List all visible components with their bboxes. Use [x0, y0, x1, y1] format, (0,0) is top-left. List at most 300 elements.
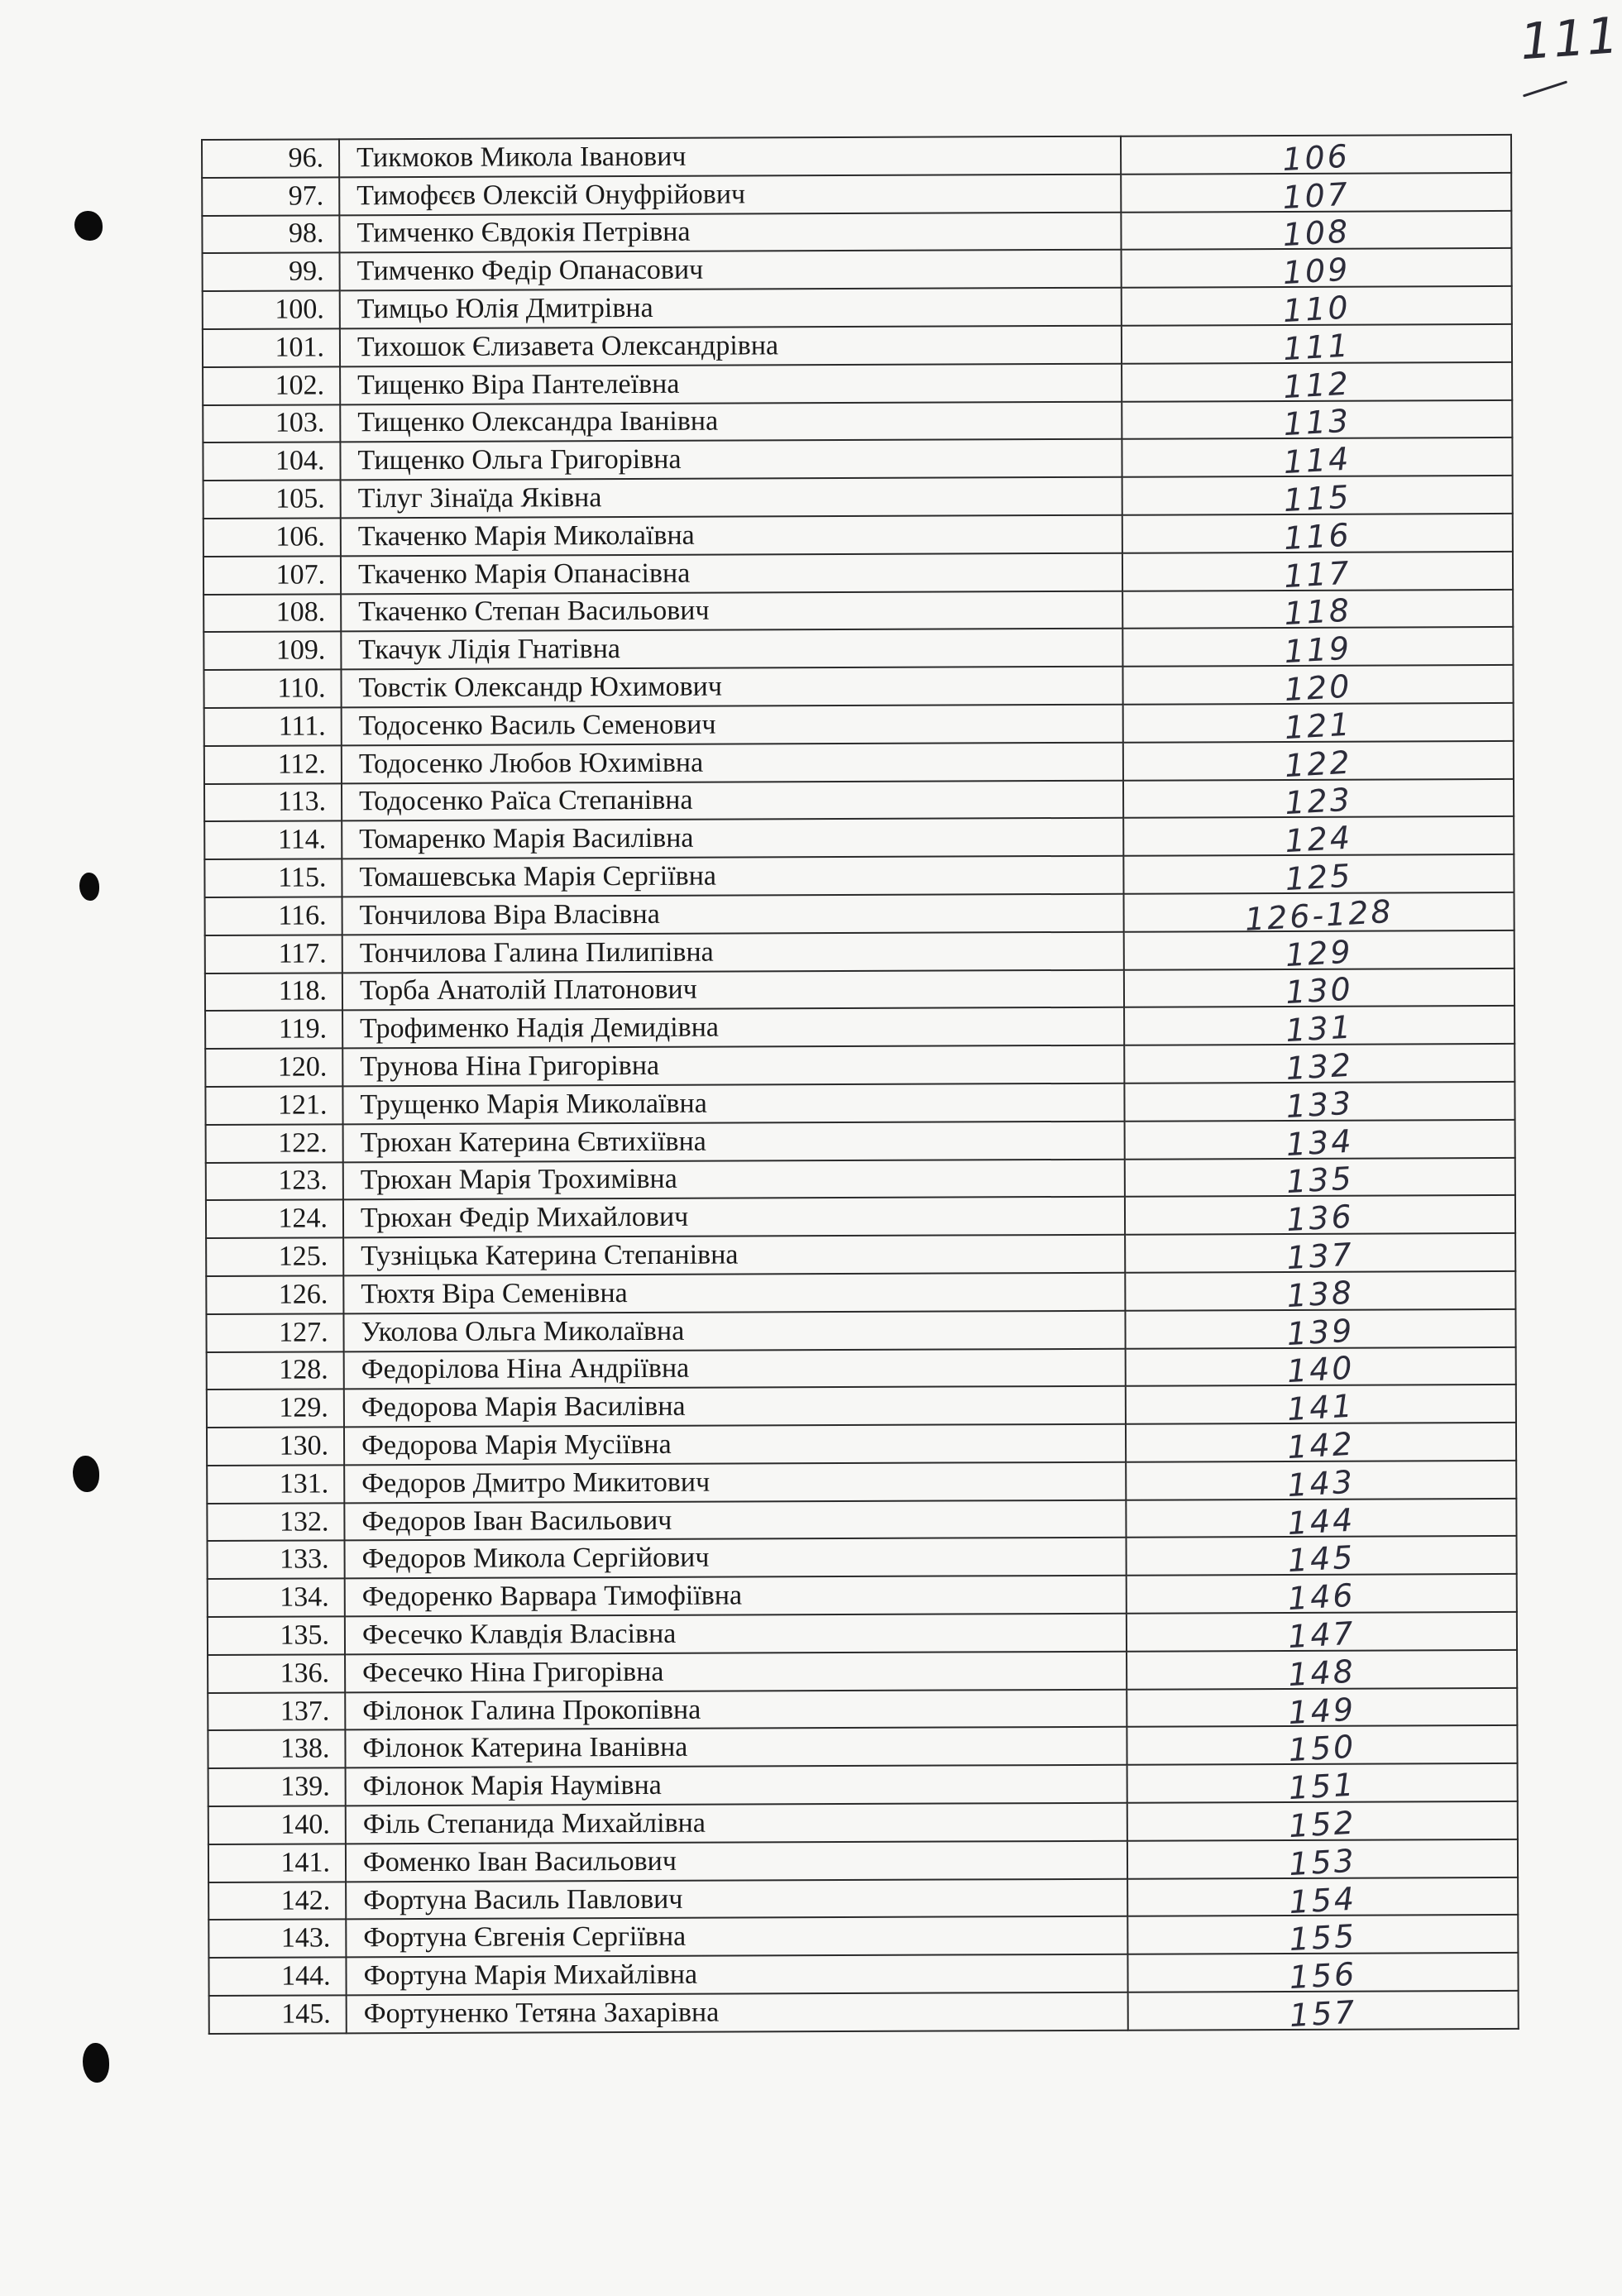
- handwritten-sheet-number: 140: [1285, 1349, 1356, 1390]
- table-row: [208, 1763, 1518, 1806]
- table-row: [203, 552, 1513, 595]
- punch-hole: [74, 211, 103, 241]
- sheet-number-cell: [1127, 1688, 1517, 1731]
- row-number: 120.: [277, 1051, 328, 1083]
- person-name: Федоров Микола Сергійович: [345, 1538, 1127, 1578]
- sheet-number-cell: [1127, 1839, 1518, 1882]
- row-number: 123.: [278, 1165, 328, 1197]
- table-row: [206, 1157, 1515, 1200]
- table-row: [203, 476, 1513, 519]
- table-row: [209, 1991, 1519, 2034]
- row-number: 114.: [277, 824, 327, 855]
- register-table-body: [202, 135, 1519, 2034]
- person-name: Федоров Іван Васильович: [344, 1500, 1126, 1540]
- handwritten-sheet-number: 126-128: [1243, 892, 1395, 938]
- handwritten-sheet-number: 141: [1286, 1387, 1356, 1428]
- punch-hole: [79, 873, 99, 901]
- handwritten-sheet-number: 123: [1284, 781, 1354, 822]
- row-number-cell: [203, 670, 341, 708]
- sheet-number-cell: [1122, 627, 1513, 671]
- person-name: Тихошок Єлизавета Олександрівна: [340, 326, 1122, 366]
- handwritten-sheet-number: 152: [1288, 1804, 1357, 1845]
- row-number: 143.: [280, 1922, 331, 1954]
- sheet-number-cell: [1122, 665, 1513, 709]
- names-register-table: [201, 134, 1519, 2035]
- sheet-number-cell: [1127, 1574, 1517, 1618]
- row-number: 100.: [275, 294, 324, 325]
- row-number-cell: [204, 783, 342, 821]
- row-number-cell: [203, 404, 340, 442]
- sheet-number-cell: [1122, 476, 1513, 519]
- row-number: 140.: [280, 1809, 330, 1840]
- handwritten-sheet-number: 155: [1288, 1917, 1358, 1959]
- sheet-number-cell: [1123, 816, 1514, 860]
- row-number: 139.: [280, 1771, 330, 1802]
- table-row: [207, 1347, 1516, 1390]
- person-name: Фоменко Іван Васильович: [346, 1841, 1127, 1882]
- row-number-cell: [205, 1011, 342, 1049]
- table-row: [207, 1385, 1516, 1428]
- row-number-cell: [206, 1162, 343, 1200]
- row-number-cell: [203, 481, 341, 519]
- sheet-number-cell: [1122, 399, 1512, 443]
- table-row: [203, 438, 1512, 481]
- table-row: [205, 1082, 1514, 1125]
- row-number: 101.: [275, 332, 325, 363]
- sheet-number-cell: [1124, 968, 1514, 1012]
- person-name: Трюхан Марія Трохимівна: [343, 1159, 1125, 1199]
- table-row: [203, 286, 1512, 329]
- person-name: Ткачук Лідія Гнатівна: [341, 629, 1122, 669]
- sheet-number-cell: [1122, 362, 1512, 405]
- sheet-number-cell: [1127, 1953, 1518, 1997]
- row-number-cell: [206, 1124, 343, 1162]
- row-number-cell: [208, 1616, 345, 1654]
- sheet-number-cell: [1127, 1536, 1517, 1580]
- person-name: Фесечко Клавдія Власівна: [345, 1614, 1127, 1654]
- table-row: [208, 1574, 1517, 1617]
- row-number: 109.: [275, 634, 326, 666]
- sheet-number-cell: [1121, 135, 1511, 178]
- row-number-cell: [207, 1390, 344, 1428]
- handwritten-sheet-number: 133: [1285, 1084, 1355, 1125]
- person-name: Тищенко Олександра Іванівна: [340, 401, 1122, 442]
- row-number: 121.: [277, 1089, 328, 1121]
- row-number: 102.: [275, 370, 325, 401]
- table-row: [207, 1461, 1516, 1504]
- handwritten-sheet-number: 107: [1281, 175, 1352, 216]
- person-name: Фортуна Марія Михайлівна: [346, 1954, 1127, 1995]
- handwritten-page-number: [1518, 7, 1622, 103]
- row-number: 107.: [275, 559, 326, 591]
- sheet-number-cell: [1123, 703, 1514, 746]
- sheet-number-cell: [1125, 1309, 1515, 1352]
- person-name: Тілуг Зінаїда Яківна: [341, 477, 1122, 518]
- row-number-cell: [203, 594, 341, 632]
- row-number-cell: [202, 139, 339, 177]
- handwritten-sheet-number: 138: [1285, 1274, 1356, 1314]
- row-number-cell: [202, 177, 339, 215]
- row-number: 131.: [279, 1468, 329, 1500]
- person-name: Тимченко Євдокія Петрівна: [339, 212, 1121, 252]
- table-row: [206, 1271, 1515, 1314]
- table-row: [202, 135, 1511, 178]
- handwritten-sheet-number: 154: [1288, 1880, 1358, 1921]
- person-name: Федоров Дмитро Микитович: [344, 1462, 1126, 1503]
- handwritten-sheet-number: 151: [1287, 1766, 1357, 1807]
- row-number-cell: [206, 1237, 343, 1275]
- handwritten-sheet-number: 149: [1287, 1691, 1357, 1731]
- row-number-cell: [205, 1048, 342, 1086]
- handwritten-sheet-number: 124: [1284, 819, 1354, 860]
- row-number: 137.: [280, 1695, 330, 1727]
- sheet-number-cell: [1122, 552, 1513, 595]
- handwritten-sheet-number: 117: [1283, 554, 1353, 595]
- table-row: [208, 1915, 1518, 1958]
- handwritten-sheet-number: 153: [1288, 1842, 1358, 1882]
- person-name: Уколова Ольга Миколаївна: [343, 1310, 1125, 1351]
- row-number-cell: [208, 1844, 346, 1882]
- sheet-number-cell: [1126, 1499, 1516, 1542]
- table-row: [203, 514, 1513, 557]
- row-number: 105.: [275, 483, 325, 514]
- row-number-cell: [205, 1086, 342, 1124]
- row-number-cell: [209, 1995, 347, 2033]
- table-row: [207, 1499, 1516, 1542]
- row-number-cell: [203, 556, 341, 594]
- handwritten-sheet-number: 136: [1285, 1198, 1356, 1239]
- handwritten-sheet-number: 112: [1282, 365, 1352, 405]
- row-number-cell: [208, 1882, 346, 1920]
- row-number: 138.: [280, 1733, 330, 1765]
- handwritten-sheet-number: 116: [1283, 516, 1353, 557]
- sheet-number-cell: [1125, 1157, 1515, 1201]
- sheet-number-cell: [1121, 211, 1511, 254]
- row-number-cell: [206, 1313, 343, 1351]
- sheet-number-cell: [1123, 854, 1514, 898]
- row-number-cell: [203, 632, 341, 670]
- row-number-cell: [207, 1351, 344, 1390]
- person-name: Тикмоков Микола Іванович: [339, 136, 1121, 177]
- person-name: Товстік Олександр Юхимович: [341, 667, 1122, 707]
- row-number: 136.: [280, 1657, 330, 1689]
- table-row: [207, 1423, 1516, 1466]
- person-name: Тимцьо Юлія Дмитрівна: [340, 288, 1122, 328]
- sheet-number-cell: [1123, 778, 1514, 822]
- handwritten-sheet-number: 111: [1282, 327, 1352, 367]
- row-number: 116.: [278, 900, 327, 931]
- table-row: [208, 1953, 1518, 1996]
- table-row: [204, 741, 1514, 784]
- person-name: Ткаченко Марія Опанасівна: [341, 552, 1122, 593]
- handwritten-sheet-number: 145: [1286, 1538, 1356, 1580]
- table-row: [203, 399, 1512, 442]
- row-number-cell: [208, 1958, 346, 1996]
- person-name: Тончилова Віра Власівна: [342, 894, 1124, 935]
- sheet-number-cell: [1127, 1763, 1518, 1807]
- table-row: [208, 1650, 1517, 1693]
- handwritten-sheet-number: 120: [1283, 667, 1353, 709]
- person-name: Тюхтя Віра Семенівна: [343, 1273, 1125, 1313]
- sheet-number-cell: [1126, 1347, 1516, 1390]
- row-number: 99.: [289, 256, 324, 287]
- row-number: 103.: [275, 407, 325, 439]
- page-number-text: 111: [1518, 7, 1622, 72]
- row-number-cell: [208, 1541, 345, 1579]
- row-number-cell: [208, 1920, 346, 1958]
- person-name: Тимофєєв Олексій Онуфрійович: [339, 175, 1121, 215]
- table-row: [204, 854, 1514, 897]
- sheet-number-cell: [1127, 1612, 1517, 1656]
- row-number: 112.: [277, 749, 326, 780]
- table-row: [204, 816, 1514, 859]
- table-row: [202, 173, 1511, 216]
- sheet-number-cell: [1122, 514, 1513, 557]
- person-name: Тимченко Федір Опанасович: [340, 250, 1122, 290]
- table-row: [203, 324, 1512, 367]
- row-number-cell: [208, 1654, 345, 1692]
- row-number-cell: [203, 518, 341, 556]
- row-number: 122.: [278, 1127, 328, 1159]
- row-number: 110.: [277, 672, 326, 704]
- row-number: 125.: [278, 1241, 328, 1272]
- handwritten-sheet-number: 143: [1286, 1463, 1356, 1504]
- punch-hole: [83, 2043, 109, 2083]
- table-row: [208, 1612, 1517, 1655]
- sheet-number-cell: [1121, 173, 1511, 216]
- sheet-number-cell: [1127, 1725, 1517, 1769]
- person-name: Тодосенко Раїса Степанівна: [342, 780, 1123, 820]
- row-number: 98.: [288, 218, 324, 250]
- handwritten-sheet-number: 135: [1285, 1160, 1355, 1201]
- table-row: [205, 892, 1514, 935]
- sheet-number-cell: [1125, 1233, 1515, 1277]
- person-name: Фортуненко Тетяна Захарівна: [347, 1992, 1128, 2033]
- handwritten-sheet-number: 147: [1287, 1614, 1357, 1656]
- sheet-number-cell: [1127, 1650, 1517, 1693]
- table-row: [208, 1877, 1518, 1921]
- row-number-cell: [208, 1768, 346, 1806]
- handwritten-sheet-number: 121: [1284, 706, 1353, 746]
- person-name: Трюхан Федір Михайлович: [343, 1197, 1125, 1237]
- handwritten-sheet-number: 146: [1287, 1576, 1356, 1618]
- handwritten-sheet-number: 125: [1284, 857, 1354, 898]
- person-name: Томашевська Марія Сергіївна: [342, 856, 1123, 897]
- table-row: [208, 1725, 1517, 1768]
- row-number: 118.: [278, 975, 328, 1007]
- handwritten-sheet-number: 148: [1287, 1653, 1357, 1693]
- row-number: 128.: [279, 1354, 328, 1386]
- sheet-number-cell: [1125, 1271, 1515, 1314]
- person-name: Федоренко Варвара Тимофіївна: [345, 1576, 1127, 1616]
- sheet-number-cell: [1126, 1385, 1516, 1428]
- person-name: Трущенко Марія Миколаївна: [342, 1083, 1124, 1124]
- handwritten-sheet-number: 108: [1281, 213, 1352, 254]
- table-row: [204, 703, 1514, 746]
- punch-hole: [73, 1456, 99, 1492]
- person-name: Тищенко Віра Пантелеївна: [340, 364, 1122, 404]
- row-number-cell: [204, 745, 342, 783]
- table-row: [203, 665, 1513, 708]
- handwritten-sheet-number: 130: [1285, 970, 1355, 1012]
- sheet-number-cell: [1124, 1082, 1514, 1125]
- handwritten-sheet-number: 142: [1286, 1425, 1356, 1466]
- person-name: Тузніцька Катерина Степанівна: [343, 1235, 1125, 1275]
- person-name: Філь Степанида Михайлівна: [346, 1803, 1127, 1844]
- sheet-number-cell: [1125, 1120, 1515, 1163]
- row-number: 142.: [280, 1884, 331, 1916]
- handwritten-sheet-number: 114: [1282, 440, 1352, 481]
- person-name: Фортуна Євгенія Сергіївна: [346, 1916, 1127, 1957]
- row-number-cell: [206, 1275, 343, 1313]
- row-number-cell: [207, 1427, 344, 1465]
- sheet-number-cell: [1122, 324, 1512, 367]
- row-number-cell: [203, 253, 340, 291]
- person-name: Фортуна Василь Павлович: [346, 1878, 1127, 1919]
- row-number-cell: [207, 1465, 344, 1503]
- row-number: 113.: [277, 786, 327, 818]
- table-row: [206, 1309, 1515, 1352]
- table-row: [208, 1536, 1517, 1579]
- person-name: Філонок Марія Наумівна: [346, 1765, 1127, 1806]
- row-number-cell: [207, 1503, 344, 1541]
- handwritten-sheet-number: 115: [1282, 478, 1352, 519]
- row-number-cell: [204, 859, 342, 897]
- sheet-number-cell: [1124, 1006, 1514, 1050]
- sheet-number-cell: [1127, 1877, 1518, 1921]
- sheet-number-cell: [1122, 286, 1512, 330]
- handwritten-sheet-number: 150: [1287, 1728, 1357, 1769]
- row-number-cell: [202, 215, 339, 253]
- sheet-number-cell: [1126, 1461, 1516, 1504]
- row-number: 124.: [278, 1203, 328, 1234]
- handwritten-sheet-number: 137: [1285, 1236, 1356, 1277]
- row-number: 133.: [280, 1543, 329, 1576]
- row-number-cell: [204, 707, 342, 745]
- sheet-number-cell: [1123, 741, 1514, 784]
- row-number-cell: [206, 1200, 343, 1238]
- handwritten-sheet-number: 131: [1285, 1008, 1355, 1050]
- handwritten-sheet-number: 118: [1283, 592, 1353, 633]
- person-name: Томаренко Марія Василівна: [342, 818, 1123, 859]
- table-row: [205, 930, 1514, 973]
- row-number: 106.: [275, 521, 325, 552]
- person-name: Філонок Катерина Іванівна: [345, 1727, 1127, 1767]
- sheet-number-cell: [1127, 1801, 1518, 1845]
- row-number: 97.: [288, 180, 324, 212]
- handwritten-sheet-number: 110: [1282, 289, 1352, 330]
- person-name: Ткаченко Степан Васильович: [341, 591, 1122, 631]
- row-number: 144.: [280, 1960, 331, 1992]
- person-name: Ткаченко Марія Миколаївна: [341, 515, 1122, 556]
- row-number: 141.: [280, 1847, 331, 1878]
- row-number: 119.: [278, 1013, 328, 1045]
- person-name: Трюхан Катерина Євтихіївна: [343, 1121, 1125, 1161]
- person-name: Тодосенко Василь Семенович: [342, 705, 1123, 745]
- handwritten-sheet-number: 113: [1282, 403, 1352, 443]
- row-number-cell: [203, 291, 340, 329]
- row-number-cell: [208, 1730, 345, 1768]
- handwritten-sheet-number: 157: [1288, 1993, 1358, 2034]
- row-number-cell: [204, 821, 342, 859]
- sheet-number-cell: [1124, 930, 1514, 973]
- handwritten-sheet-number: 122: [1284, 744, 1354, 784]
- person-name: Федорілова Ніна Андріївна: [344, 1348, 1126, 1389]
- table-row: [203, 248, 1512, 291]
- table-row: [205, 968, 1514, 1011]
- handwritten-sheet-number: 132: [1285, 1046, 1355, 1088]
- sheet-number-cell: [1124, 1044, 1514, 1088]
- sheet-number-cell: [1122, 438, 1512, 481]
- person-name: Тищенко Ольга Григорівна: [340, 439, 1122, 480]
- row-number: 132.: [279, 1505, 329, 1538]
- table-row: [202, 211, 1511, 254]
- person-name: Тончилова Галина Пилипівна: [342, 931, 1124, 972]
- row-number: 130.: [279, 1430, 329, 1461]
- handwritten-sheet-number: 134: [1285, 1122, 1355, 1163]
- row-number-cell: [208, 1806, 346, 1844]
- row-number: 108.: [275, 596, 326, 629]
- sheet-number-cell: [1122, 589, 1513, 633]
- table-row: [206, 1233, 1515, 1276]
- table-row: [205, 1006, 1514, 1049]
- person-name: Фесечко Ніна Григорівна: [345, 1652, 1127, 1692]
- handwritten-sheet-number: 109: [1281, 251, 1352, 292]
- person-name: Федорова Марія Василівна: [344, 1386, 1126, 1427]
- row-number: 127.: [278, 1317, 328, 1348]
- row-number: 126.: [278, 1279, 328, 1310]
- row-number: 117.: [278, 938, 327, 969]
- person-name: Трофименко Надія Демидівна: [342, 1007, 1124, 1048]
- row-number: 115.: [278, 862, 327, 893]
- row-number-cell: [203, 442, 340, 481]
- table-row: [208, 1801, 1518, 1844]
- table-row: [206, 1195, 1515, 1238]
- sheet-number-cell: [1126, 1423, 1516, 1466]
- handwritten-sheet-number: 139: [1285, 1312, 1356, 1352]
- row-number-cell: [205, 973, 342, 1011]
- table-row: [208, 1688, 1517, 1731]
- row-number-cell: [205, 897, 342, 935]
- person-name: Тодосенко Любов Юхимівна: [342, 742, 1123, 782]
- row-number: 104.: [275, 445, 325, 476]
- row-number: 135.: [280, 1619, 330, 1651]
- sheet-number-cell: [1128, 1991, 1519, 2034]
- sheet-number-cell: [1122, 248, 1512, 292]
- row-number: 129.: [279, 1392, 328, 1423]
- handwritten-sheet-number: 156: [1288, 1955, 1358, 1997]
- person-name: Трунова Ніна Григорівна: [342, 1045, 1124, 1086]
- row-number-cell: [203, 366, 340, 404]
- handwritten-sheet-number: 119: [1283, 629, 1353, 671]
- table-row: [203, 627, 1513, 670]
- table-row: [208, 1839, 1518, 1882]
- table-row: [206, 1120, 1515, 1163]
- row-number-cell: [208, 1579, 345, 1617]
- row-number: 96.: [288, 142, 324, 174]
- person-name: Філонок Галина Прокопівна: [345, 1689, 1127, 1729]
- sheet-number-cell: [1127, 1915, 1518, 1959]
- row-number-cell: [205, 935, 342, 973]
- sheet-number-cell: [1124, 892, 1514, 938]
- table-row: [204, 778, 1514, 821]
- handwritten-sheet-number: 144: [1286, 1501, 1356, 1542]
- row-number: 145.: [281, 1998, 331, 2030]
- table-row: [203, 362, 1512, 405]
- person-name: Торба Анатолій Платонович: [342, 969, 1124, 1010]
- row-number: 111.: [278, 710, 326, 742]
- table-row: [203, 589, 1513, 632]
